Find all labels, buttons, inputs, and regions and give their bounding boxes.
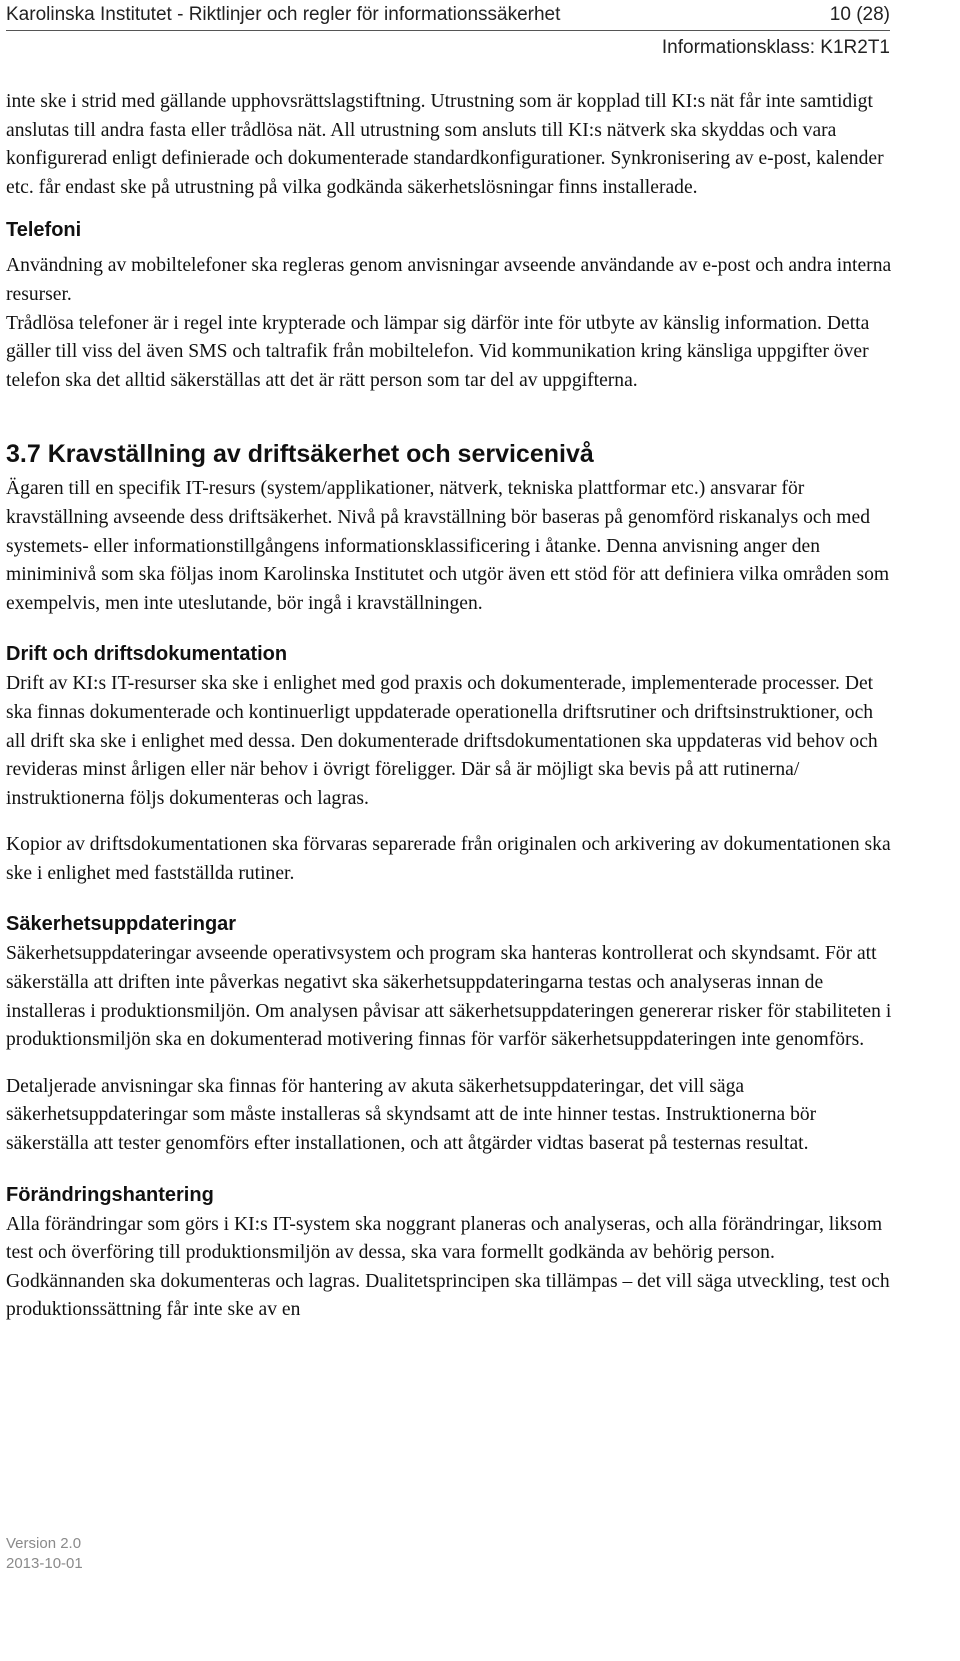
drift-paragraph-2: Kopior av driftsdokumentationen ska förvaras separerade från originalen och arkivering av dokumentationen ska ske i enlighet med fastställda rutiner. <box>6 834 891 884</box>
page-number: 10 (28) <box>829 4 890 25</box>
date-label: 2013-10-01 <box>6 1555 83 1572</box>
header-divider <box>6 30 890 31</box>
heading-forandringshantering: Förändringshantering <box>6 1183 214 1206</box>
information-classification: Informationsklass: K1R2T1 <box>661 37 890 58</box>
heading-section-3-7: 3.7 Kravställning av driftsäkerhet och servicenivå <box>6 440 594 469</box>
version-label: Version 2.0 <box>6 1535 82 1552</box>
forandring-paragraph-1: Alla förändringar som görs i KI:s IT-system ska noggrant planeras och analyseras, och alla förändringar, liksom test och överföring till produktionsmiljön av dessa, ska vara formellt godkända av behörig person. Godkännanden ska dokumenteras och lagras. Dualitetsprincipen ska tillämpas – det vill säga utveckling, test och produktionssättning får inte ske av en <box>6 1213 890 1321</box>
document-title: Karolinska Institutet - Riktlinjer och regler för informationssäkerhet <box>6 4 561 25</box>
telefoni-paragraph-1: Användning av mobiltelefoner ska regleras genom anvisningar avseende användande av e-post och andra interna resurser. <box>6 255 892 305</box>
heading-sakerhetsuppdateringar: Säkerhetsuppdateringar <box>6 913 237 936</box>
page-footer <box>6 1534 83 1574</box>
drift-paragraph-1: Drift av KI:s IT-resurser ska ske i enlighet med god praxis och dokumenterade, implementerade processer. Det ska finnas dokumenterade och kontinuerligt uppdaterade operationella driftsrutiner och driftsinstruktioner, och all drift ska ske i enlighet med dessa. Den dokumenterade driftsdokumentationen ska uppdateras vid behov och revideras minst årligen eller när behov i övrigt föreligger. Där så är möjligt ska bevis på att rutinerna/ instruktionerna följs dokumenteras och lagras. <box>6 673 878 809</box>
telefoni-paragraph-2: Trådlösa telefoner är i regel inte krypterade och lämpar sig därför inte för utbyte av känslig information. Detta gäller till viss del även SMS och taltrafik från mobiltelefon. Vid kommunikation kring känsliga uppgifter över telefon ska det alltid säkerställas att det är rätt person som tar del av uppgifterna. <box>6 312 870 391</box>
heading-drift: Drift och driftsdokumentation <box>6 643 288 666</box>
section-3-7-paragraph: Ägaren till en specifik IT-resurs (system/applikationer, nätverk, tekniska plattformar etc.) ansvarar för kravställning avseende dess driftsäkerhet. Nivå på kravställning bör baseras på genomförd riskanalys och med systemets- eller informationstillgångens informationsklassificering i åtanke. Denna anvisning anger den miniminivå som ska följas inom Karolinska Institutet och utgör även ett stöd för att definiera vilka områden som exempelvis, men inte uteslutande, bör ingå i kravställningen. <box>6 478 890 614</box>
sakerhet-paragraph-2: Detaljerade anvisningar ska finnas för hantering av akuta säkerhetsuppdateringar, det vill säga säkerhetsuppdateringar som måste installeras så skyndsamt att de inte hinner testas. Instruktionerna bör säkerställa att tester genomförs efter installationen, och att åtgärder vidtas baserat på testernas resultat. <box>6 1075 817 1155</box>
document-body <box>6 88 896 1325</box>
intro-paragraph: inte ske i strid med gällande upphovsrättslagstiftning. Utrustning som är kopplad till KI:s nät får inte samtidigt anslutas till andra fasta eller trådlösa nät. All utrustning som ansluts till KI:s nätverk ska skyddas och vara konfigurerad enligt definierade och dokumenterade standardkonfigurationer. Synkronisering av e-post, kalender etc. får endast ske på utrustning på vilka godkända säkerhetslösningar finns installerade. <box>6 91 884 198</box>
heading-telefoni: Telefoni <box>6 219 82 242</box>
sakerhet-paragraph-1: Säkerhetsuppdateringar avseende operativsystem och program ska hanteras kontrollerat och skyndsamt. För att säkerställa att driften inte påverkas negativt ska säkerhetsuppdateringarna testas och analyseras innan de installeras i produktionsmiljön. Om analysen påvisar att säkerhetsuppdateringen genererar risker för stabiliteten i produktionsmiljön ska en dokumenterad motivering finnas för varför säkerhetsuppdateringen inte genomförs. <box>6 943 892 1051</box>
